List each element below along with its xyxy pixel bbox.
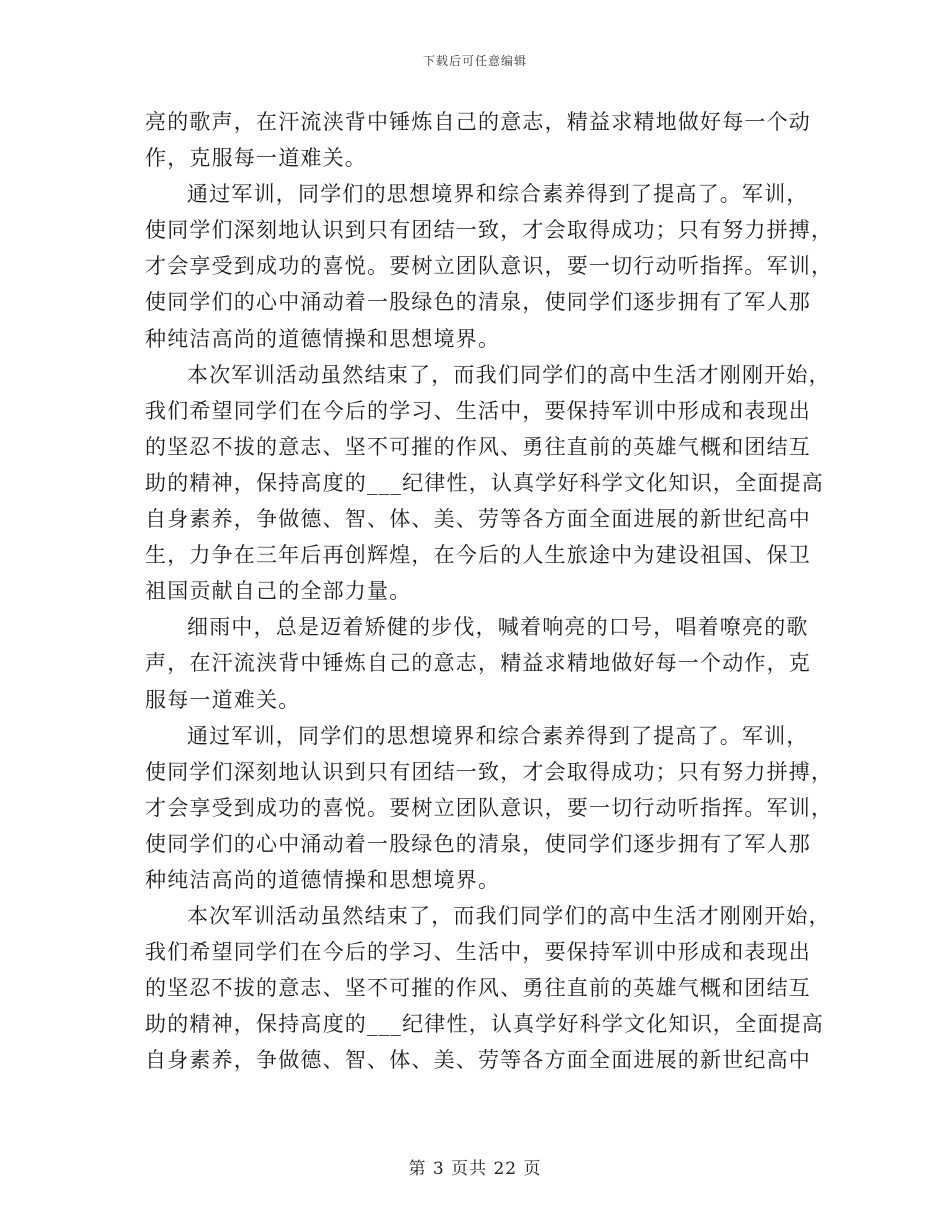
text-line: 亮的歌声，在汗流浃背中锤炼自己的意志，精益求精地做好每一个动 (145, 110, 811, 134)
paragraph (145, 176, 834, 356)
text-line: 使同学们的心中涌动着一股绿色的清泉，使同学们逐步拥有了军人那 (145, 831, 811, 856)
text-line: 种纯洁高尚的道德情操和思想境界。 (145, 326, 501, 351)
text-line: 助的精神，保持高度的___纪律性，认真学好科学文化知识，全面提高 (145, 1012, 824, 1037)
text-line: 自身素养，争做德、智、体、美、劳等各方面全面进展的新世纪高中 (145, 507, 811, 532)
text-line: 使同学们深刻地认识到只有团结一致，才会取得成功；只有努力拼搏， (145, 759, 834, 784)
paragraph (145, 357, 831, 610)
text-line: 自身素养，争做德、智、体、美、劳等各方面全面进展的新世纪高中 (145, 1048, 811, 1073)
text-line: 声，在汗流浃背中锤炼自己的意志，精益求精地做好每一个动作，克 (145, 651, 811, 676)
text-line: 的坚忍不拔的意志、坚不可摧的作风、勇往直前的英雄气概和团结互 (145, 976, 811, 1001)
text-line: 作，克服每一道难关。 (145, 146, 367, 171)
page-header: 下载后可任意编辑 (422, 54, 527, 68)
text-line: 祖国贡献自己的全部力量。 (145, 579, 412, 604)
text-line: 助的精神，保持高度的___纪律性，认真学好科学文化知识，全面提高 (145, 470, 824, 495)
paragraph (145, 718, 834, 898)
text-line: 使同学们的心中涌动着一股绿色的清泉，使同学们逐步拥有了军人那 (145, 290, 811, 315)
text-line: 我们希望同学们在今后的学习、生活中，要保持军训中形成和表现出 (145, 940, 811, 965)
text-line: 使同学们深刻地认识到只有团结一致，才会取得成功；只有努力拼搏， (145, 218, 834, 243)
text-line: 细雨中，总是迈着矫健的步伐，喊着响亮的口号，唱着嘹亮的歌 (187, 615, 809, 640)
text-line: 的坚忍不拔的意志、坚不可摧的作风、勇往直前的英雄气概和团结互 (145, 434, 811, 459)
paragraph (145, 898, 831, 1078)
text-line: 种纯洁高尚的道德情操和思想境界。 (145, 867, 501, 892)
text-line: 通过军训，同学们的思想境界和综合素养得到了提高了。军训， (187, 723, 809, 748)
text-line: 本次军训活动虽然结束了，而我们同学们的高中生活才刚刚开始， (187, 904, 831, 929)
text-line: 我们希望同学们在今后的学习、生活中，要保持军训中形成和表现出 (145, 398, 811, 423)
paragraph (145, 609, 811, 717)
text-line: 本次军训活动虽然结束了，而我们同学们的高中生活才刚刚开始， (187, 362, 831, 387)
text-line: 才会享受到成功的喜悦。要树立团队意识，要一切行动听指挥。军训， (145, 795, 834, 820)
paragraph (145, 104, 811, 176)
text-line: 才会享受到成功的喜悦。要树立团队意识，要一切行动听指挥。军训， (145, 254, 834, 279)
text-line: 通过军训，同学们的思想境界和综合素养得到了提高了。军训， (187, 182, 809, 207)
text-line: 生，力争在三年后再创辉煌，在今后的人生旅途中为建设祖国、保卫 (145, 543, 811, 568)
page-footer: 第 3 页共 22 页 (408, 1159, 542, 1179)
text-line: 服每一道难关。 (145, 687, 301, 712)
document-body (145, 104, 834, 1079)
